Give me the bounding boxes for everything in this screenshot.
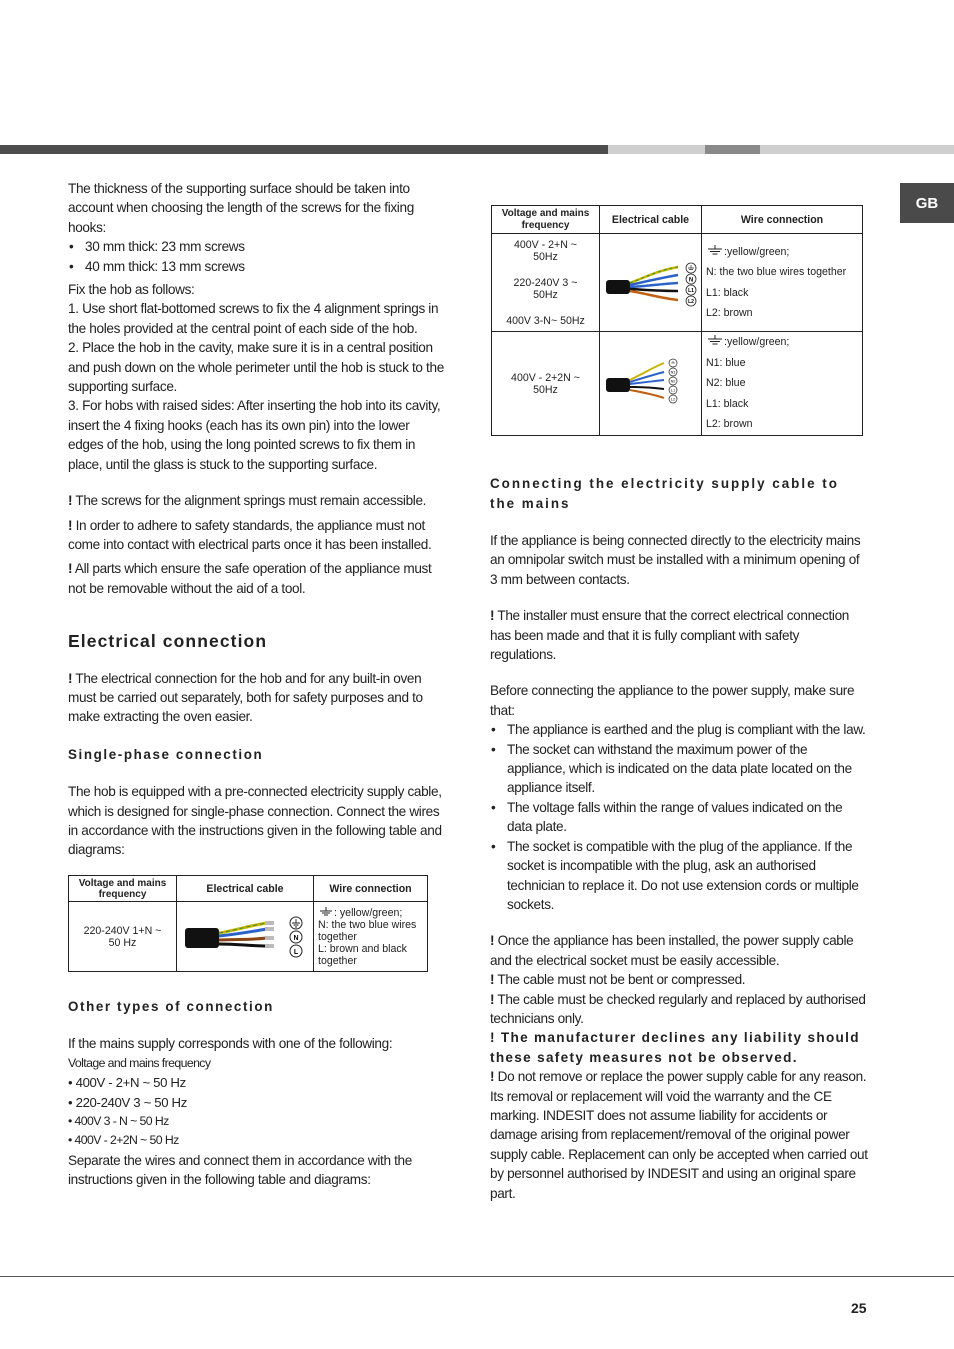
check-item: • The socket is compatible with the plug of the appliance. If the socket is incompatible with the plug, ask an authorised technician to replace it. Do not use extension cords or multiple sockets. bbox=[490, 837, 868, 915]
terminal-label: N bbox=[688, 277, 694, 284]
header-bar-dark bbox=[0, 145, 608, 154]
frequency-value: 220-240V 1+N ~ 50 Hz bbox=[83, 924, 162, 949]
wire-line bbox=[318, 907, 427, 919]
wire-line: N: the two blue wires together bbox=[706, 266, 847, 279]
wire-line: L1: black bbox=[706, 397, 749, 410]
mains-heading: Connecting the electricity supply cable to the mains bbox=[490, 476, 839, 511]
other-list-item: • 400V 3 - N ~ 50 Hz bbox=[68, 1114, 169, 1129]
warning-mark: ! bbox=[490, 608, 495, 624]
earth-icon bbox=[706, 245, 724, 255]
wire-line: L2: brown bbox=[706, 418, 753, 431]
footer-rule bbox=[0, 1276, 954, 1277]
warning-text: The cable must be checked regularly and replaced by authorised technicians only. bbox=[490, 991, 866, 1026]
warning-text: The installer must ensure that the correct electrical connection has been made and that it is fully compliant with safety regulations. bbox=[490, 608, 849, 663]
cable-diagram-cell bbox=[600, 234, 702, 332]
before-text: Before connecting the appliance to the power supply, make sure that: bbox=[490, 683, 855, 718]
step-1: 1. Use short flat-bottomed screws to fix the 4 alignment springs in the holes provided at the central point of each side of the hob. bbox=[68, 301, 439, 336]
warning-text: The manufacturer declines any liability should these safety measures not be observed. bbox=[490, 1030, 860, 1065]
intro-text: The thickness of the supporting surface should be taken into account when choosing the length of the screws for the fixing hooks: bbox=[68, 181, 414, 235]
frequency-value: 220-240V 3 ~ 50Hz bbox=[513, 276, 578, 301]
wire-line: N2: blue bbox=[706, 377, 746, 390]
terminal-label: L2 bbox=[688, 299, 694, 305]
cable-diagram bbox=[177, 902, 312, 968]
warning-mark: ! bbox=[490, 991, 495, 1007]
frequency-cell bbox=[69, 902, 177, 972]
mains-text: If the appliance is being connected directly to the electricity mains an omnipolar switch must be installed with a minimum opening of 3 mm between contacts. bbox=[490, 533, 861, 587]
warning-mark: ! bbox=[68, 561, 73, 577]
wire-text: :yellow/green; bbox=[724, 336, 790, 349]
electrical-warning bbox=[68, 669, 444, 727]
wire-line bbox=[706, 242, 862, 262]
warning-text: The cable must not be bent or compressed. bbox=[497, 972, 746, 988]
wire-connection-cell bbox=[702, 234, 863, 332]
other-text: If the mains supply corresponds with one of the following: bbox=[68, 1036, 393, 1052]
table-header: Voltage and mains frequency bbox=[69, 876, 177, 902]
final-warning bbox=[490, 931, 868, 970]
header-bar-mid bbox=[705, 145, 760, 154]
table-header: Voltage and mains frequency bbox=[492, 206, 600, 234]
frequency-cell bbox=[492, 234, 600, 332]
cable-diagram bbox=[600, 332, 700, 432]
screw-bullet: • 30 mm thick: 23 mm screws bbox=[68, 237, 444, 256]
frequency-cell bbox=[492, 332, 600, 436]
right-column bbox=[490, 474, 868, 1203]
terminal-label: N2 bbox=[670, 379, 676, 384]
warning-mark: ! bbox=[68, 517, 73, 533]
step-3: 3. For hobs with raised sides: After inserting the hob into its cavity, insert the 4 fixing hooks (each has its own pin) into the lower edges of the hob, using the long pointed screws to fix them in place, until the glass is stuck to the supporting surface. bbox=[68, 398, 441, 472]
installer-warning bbox=[490, 606, 868, 664]
table-header: Wire connection bbox=[702, 206, 863, 234]
wire-line: L2: brown bbox=[706, 306, 753, 319]
other-subheading: Voltage and mains frequency bbox=[68, 1055, 211, 1070]
other-connection-heading: Other types of connection bbox=[68, 999, 274, 1014]
warning-text: Do not remove or replace the power supply cable for any reason. Its removal or replacement will void the warranty and the CE marking. INDESIT does not assume liability for accidents or damage arising from replacement/removal of the original power supply cable. Replacement can only be accepted when carried out by personnel authorised by INDESIT and using an original spare part. bbox=[490, 1069, 868, 1201]
warning-mark: ! bbox=[490, 933, 495, 949]
page-number: 25 bbox=[851, 1300, 867, 1316]
terminal-label: N bbox=[293, 935, 299, 942]
final-warning bbox=[490, 990, 868, 1029]
cable-diagram-cell bbox=[177, 902, 314, 972]
language-tab: GB bbox=[900, 183, 954, 223]
check-item: • The appliance is earthed and the plug is compliant with the law. bbox=[490, 720, 868, 739]
final-warning bbox=[490, 970, 868, 989]
earth-icon bbox=[706, 335, 724, 345]
other-list-item: • 400V - 2+2N ~ 50 Hz bbox=[68, 1133, 179, 1148]
wire-line: N: the two blue wires together bbox=[318, 918, 417, 943]
left-column bbox=[68, 179, 444, 860]
other-connection-block bbox=[68, 997, 444, 1190]
cable-diagram-cell bbox=[600, 332, 702, 436]
header-bar bbox=[0, 145, 954, 154]
wire-line: L: brown and black together bbox=[318, 942, 407, 967]
warning-text: All parts which ensure the safe operation of the appliance must not be removable without the aid of a tool. bbox=[68, 561, 432, 596]
wire-connection-cell bbox=[314, 902, 428, 972]
liability-warning bbox=[490, 1028, 868, 1067]
other-connection-table bbox=[491, 205, 863, 436]
terminal-label: L1 bbox=[670, 388, 676, 393]
warning-mark: ! bbox=[68, 670, 73, 686]
other-list-item: • 220-240V 3 ~ 50 Hz bbox=[68, 1094, 187, 1110]
wire-line: N1: blue bbox=[706, 356, 746, 369]
warning-mark: ! bbox=[490, 972, 495, 988]
warning-1 bbox=[68, 491, 444, 510]
single-phase-heading: Single-phase connection bbox=[68, 746, 264, 762]
terminal-label: L2 bbox=[670, 397, 676, 402]
check-item: • The voltage falls within the range of values indicated on the data plate. bbox=[490, 798, 868, 837]
cable-diagram bbox=[600, 234, 700, 328]
frequency-value: 400V - 2+2N ~ 50Hz bbox=[511, 371, 580, 396]
warning-text: The electrical connection for the hob and for any built-in oven must be carried out separately, both for safety purposes and to make extracting the oven easier. bbox=[68, 670, 423, 725]
warning-3 bbox=[68, 559, 444, 598]
terminal-label: L1 bbox=[688, 288, 694, 294]
frequency-value: 400V - 2+N ~ 50Hz bbox=[513, 238, 577, 263]
wire-connection-cell bbox=[702, 332, 863, 436]
warning-mark: ! bbox=[490, 1030, 496, 1046]
wire-text: : yellow/green; bbox=[334, 906, 403, 919]
terminal-label: L bbox=[293, 949, 299, 956]
other-end-text: Separate the wires and connect them in accordance with the instructions given in the following table and diagrams: bbox=[68, 1152, 412, 1188]
single-phase-table bbox=[68, 875, 428, 972]
frequency-value: 400V 3-N~ 50Hz bbox=[506, 314, 585, 327]
table-header: Wire connection bbox=[314, 876, 428, 902]
terminal-label: N1 bbox=[670, 370, 676, 375]
wire-line: L1: black bbox=[706, 286, 749, 299]
electrical-heading: Electrical connection bbox=[68, 631, 268, 652]
fix-heading: Fix the hob as follows: bbox=[68, 282, 195, 298]
last-warning bbox=[490, 1067, 868, 1203]
wire-line bbox=[706, 332, 862, 352]
warning-mark: ! bbox=[490, 1069, 495, 1085]
check-item: • The socket can withstand the maximum power of the appliance, which is indicated on the data plate located on the appliance itself. bbox=[490, 740, 868, 798]
header-bar-light bbox=[608, 145, 705, 154]
single-phase-text: The hob is equipped with a pre-connected electricity supply cable, which is designed for single-phase connection. Connect the wires in accordance with the instructions given in the following table and diagrams: bbox=[68, 784, 442, 858]
warning-text: In order to adhere to safety standards, the appliance must not come into contact with electrical parts once it has been installed. bbox=[68, 517, 432, 552]
other-list-item: • 400V - 2+N ~ 50 Hz bbox=[68, 1075, 186, 1091]
warning-2 bbox=[68, 516, 444, 555]
warning-text: Once the appliance has been installed, the power supply cable and the electrical socket must be easily accessible. bbox=[490, 933, 854, 968]
screw-bullet: • 40 mm thick: 13 mm screws bbox=[68, 257, 444, 276]
header-bar-light-end bbox=[760, 145, 954, 154]
earth-icon bbox=[318, 907, 334, 916]
warning-text: The screws for the alignment springs must remain accessible. bbox=[75, 493, 427, 509]
table-header: Electrical cable bbox=[177, 876, 314, 902]
wire-text: :yellow/green; bbox=[724, 245, 790, 258]
warning-mark: ! bbox=[68, 493, 73, 509]
step-2: 2. Place the hob in the cavity, make sure it is in a central position and push down on the whole perimeter until the hob is stuck to the supporting surface. bbox=[68, 340, 444, 395]
table-header: Electrical cable bbox=[600, 206, 702, 234]
